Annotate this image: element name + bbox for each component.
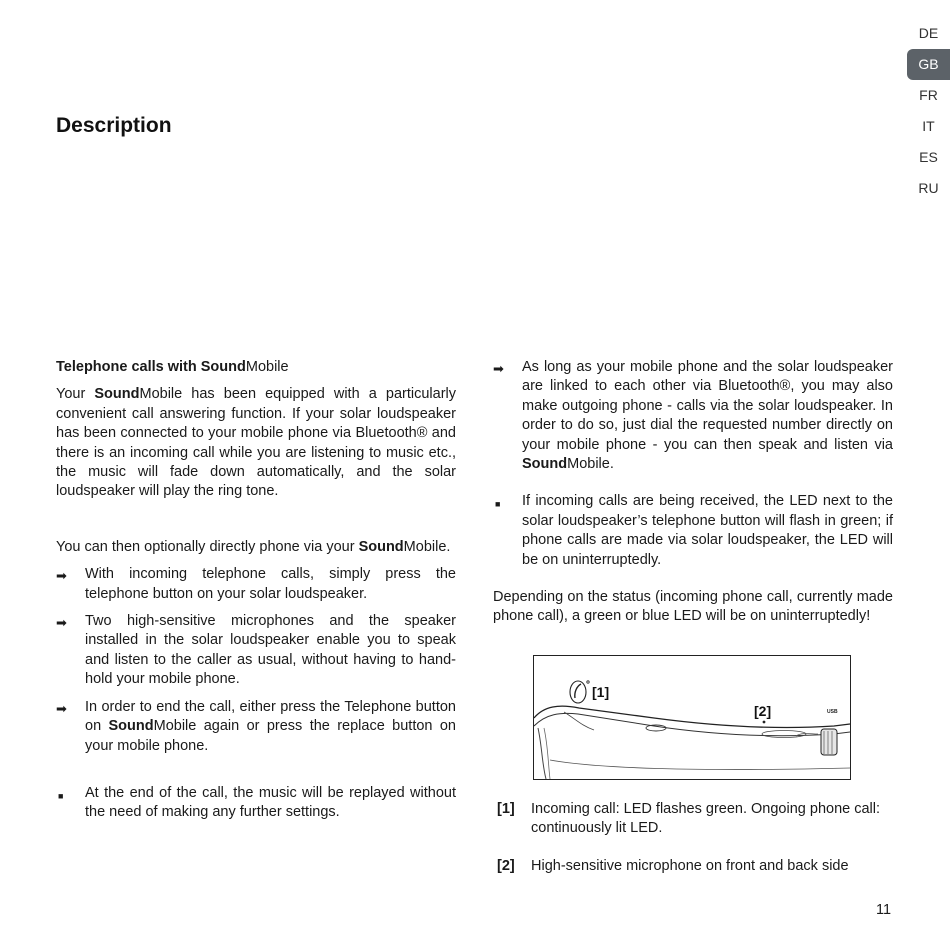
- lead-paragraph: You can then optionally directly phone via your SoundMobile.: [56, 538, 451, 555]
- legend-text: High-sensitive microphone on front and back side: [531, 857, 849, 874]
- list-item: ➡ In order to end the call, either press the Telephone button on SoundMobile again or press the replace button on your mobile phone.: [56, 698, 456, 756]
- list-item: ➡ With incoming telephone calls, simply press the telephone button on your solar loudspeaker.: [56, 565, 456, 604]
- lang-tab-es[interactable]: ES: [919, 149, 938, 165]
- page-title: Description: [56, 114, 172, 137]
- lang-tab-it[interactable]: IT: [922, 118, 935, 134]
- page-number: 11: [876, 902, 892, 918]
- legend-row: [497, 857, 897, 876]
- lang-tab-gb[interactable]: GB: [907, 49, 950, 80]
- lang-tab-ru[interactable]: RU: [918, 180, 939, 196]
- list-item: ➡ Two high-sensitive microphones and the speaker installed in the solar loudspeaker enable you to speak and listen to the caller as usual, without having to hand-hold your mobile phone.: [56, 612, 456, 690]
- speaker-drawing: [534, 656, 850, 779]
- callout-1: [1]: [592, 684, 610, 700]
- arrow-bullet-icon: ➡: [493, 361, 504, 376]
- square-bullet-icon: ■: [495, 499, 501, 510]
- list-item: ➡ As long as your mobile phone and the solar loudspeaker are linked to each other via Bluetooth®, you may also make outgoing phone - calls via the solar loudspeaker. In order to do so, just dial the requested number directly on your mobile phone - you can then speak and listen via SoundMobile.: [493, 358, 893, 474]
- legend-row: [497, 800, 897, 839]
- list-item: ■ If incoming calls are being received, the LED next to the solar loudspeaker’s telephone button will flash in green; if phone calls are made via solar loudspeaker, the LED will be on uninterruptedly.: [493, 492, 893, 570]
- legend-number: [1]: [497, 801, 515, 817]
- arrow-bullet-icon: ➡: [56, 568, 67, 584]
- section-heading: Telephone calls with SoundMobile: [56, 359, 289, 375]
- intro-paragraph: Your SoundMobile has been equipped with a particularly convenient call answering function. If your solar loudspeaker has been connected to your mobile phone via Bluetooth® and there is an incoming call while you are listening to music etc., the music will fade down automatically, and the solar loudspeaker will play the ring tone.: [56, 386, 456, 500]
- usb-port-label: USB: [827, 709, 838, 715]
- right-column: [493, 358, 893, 627]
- device-illustration: [533, 655, 851, 780]
- language-tabs: [906, 18, 950, 204]
- figure-legend: [497, 800, 897, 894]
- legend-number: [2]: [497, 857, 515, 874]
- arrow-bullet-icon: ➡: [56, 615, 67, 631]
- arrow-bullet-icon: ➡: [56, 700, 67, 716]
- list-item: ■ At the end of the call, the music will be replayed without the need of making any further settings.: [56, 784, 456, 823]
- square-bullet-icon: ■: [58, 790, 64, 801]
- callout-2: [2]: [754, 703, 772, 719]
- legend-text: Incoming call: LED flashes green. Ongoing phone call: continuously lit LED.: [531, 801, 881, 837]
- left-column: [56, 358, 456, 823]
- status-paragraph: Depending on the status (incoming phone call, currently made phone call), a green or blue LED will be on uninterruptedly!: [493, 589, 893, 625]
- lang-tab-fr[interactable]: FR: [919, 87, 938, 103]
- lang-tab-de[interactable]: DE: [918, 25, 939, 41]
